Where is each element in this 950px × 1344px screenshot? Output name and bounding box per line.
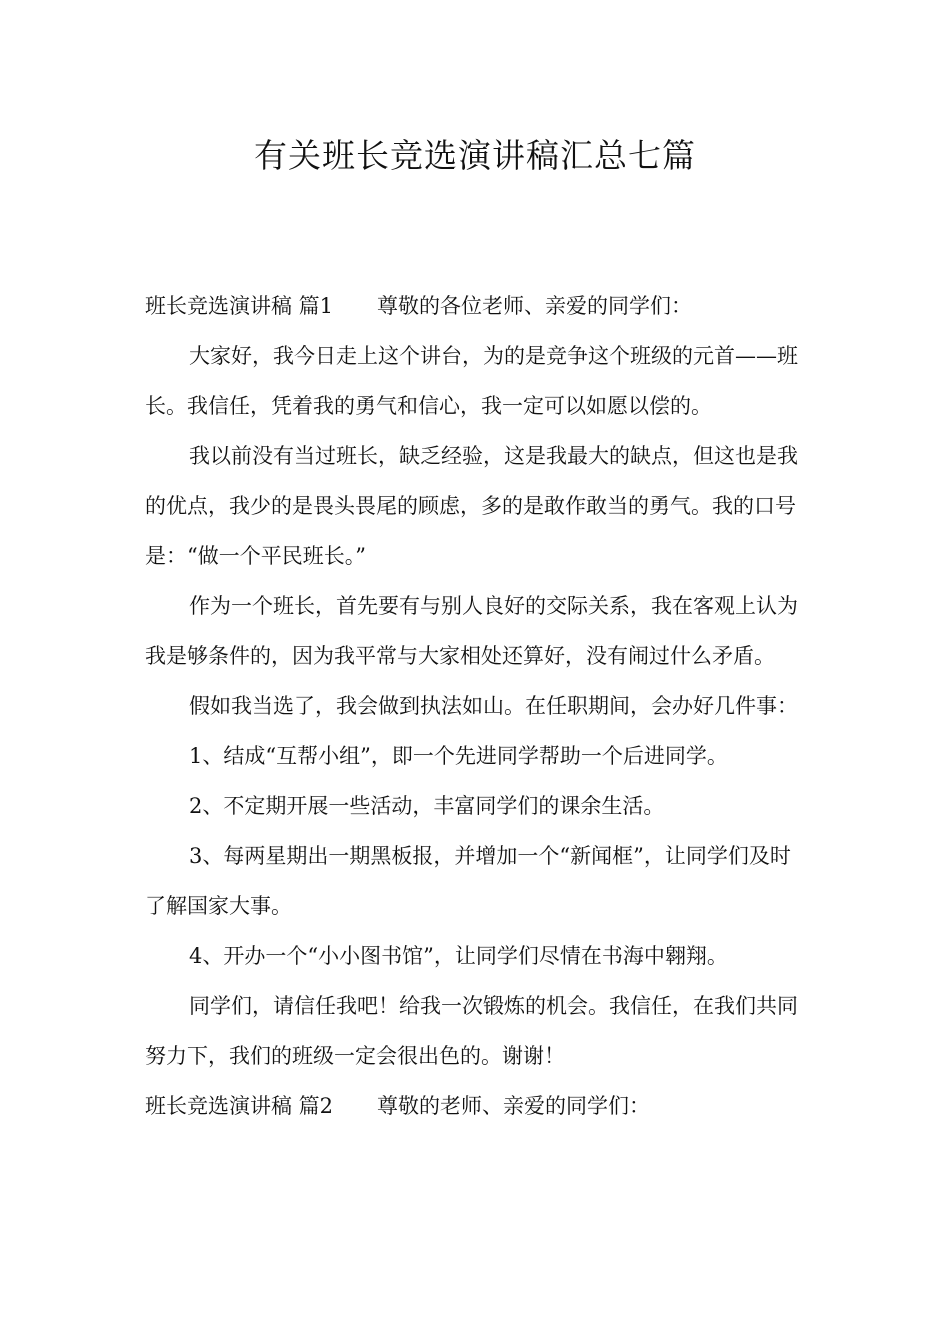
list-item: 1、结成“互帮小组”，即一个先进同学帮助一个后进同学。 [189, 744, 728, 768]
list-item: 4、开办一个“小小图书馆”，让同学们尽情在书海中翱翔。 [189, 944, 728, 968]
section-1-salutation: 尊敬的各位老师、亲爱的同学们： [377, 294, 693, 318]
paragraph: 作为一个班长，首先要有与别人良好的交际关系，我在客观上认为我是够条件的，因为我平常与大家相处还算好，没有闹过什么矛盾。 [145, 594, 798, 668]
section-2-heading-line [145, 1081, 807, 1131]
paragraph: 我以前没有当过班长，缺乏经验，这是我最大的缺点，但这也是我的优点，我少的是畏头畏尾的顾虑，多的是敢作敢当的勇气。我的口号是：“做一个平民班长。” [145, 444, 798, 568]
paragraph: 假如我当选了，我会做到执法如山。在任职期间，会办好几件事： [189, 694, 798, 718]
section-2-salutation: 尊敬的老师、亲爱的同学们： [377, 1094, 651, 1118]
list-item: 2、不定期开展一些活动，丰富同学们的课余生活。 [189, 794, 665, 818]
paragraph: 同学们，请信任我吧！给我一次锻炼的机会。我信任，在我们共同努力下，我们的班级一定会很出色的。谢谢！ [145, 994, 798, 1068]
document-title: 有关班长竞选演讲稿汇总七篇 [254, 136, 696, 175]
document-body [145, 281, 807, 1131]
section-1-heading-line [145, 281, 807, 331]
paragraph: 大家好，我今日走上这个讲台，为的是竞争这个班级的元首——班长。我信任，凭着我的勇气和信心，我一定可以如愿以偿的。 [145, 344, 798, 418]
section-2-heading: 班长竞选演讲稿 篇2 [145, 1094, 334, 1118]
list-item: 3、每两星期出一期黑板报，并增加一个“新闻框”，让同学们及时了解国家大事。 [145, 844, 791, 918]
section-1-heading: 班长竞选演讲稿 篇1 [145, 294, 334, 318]
